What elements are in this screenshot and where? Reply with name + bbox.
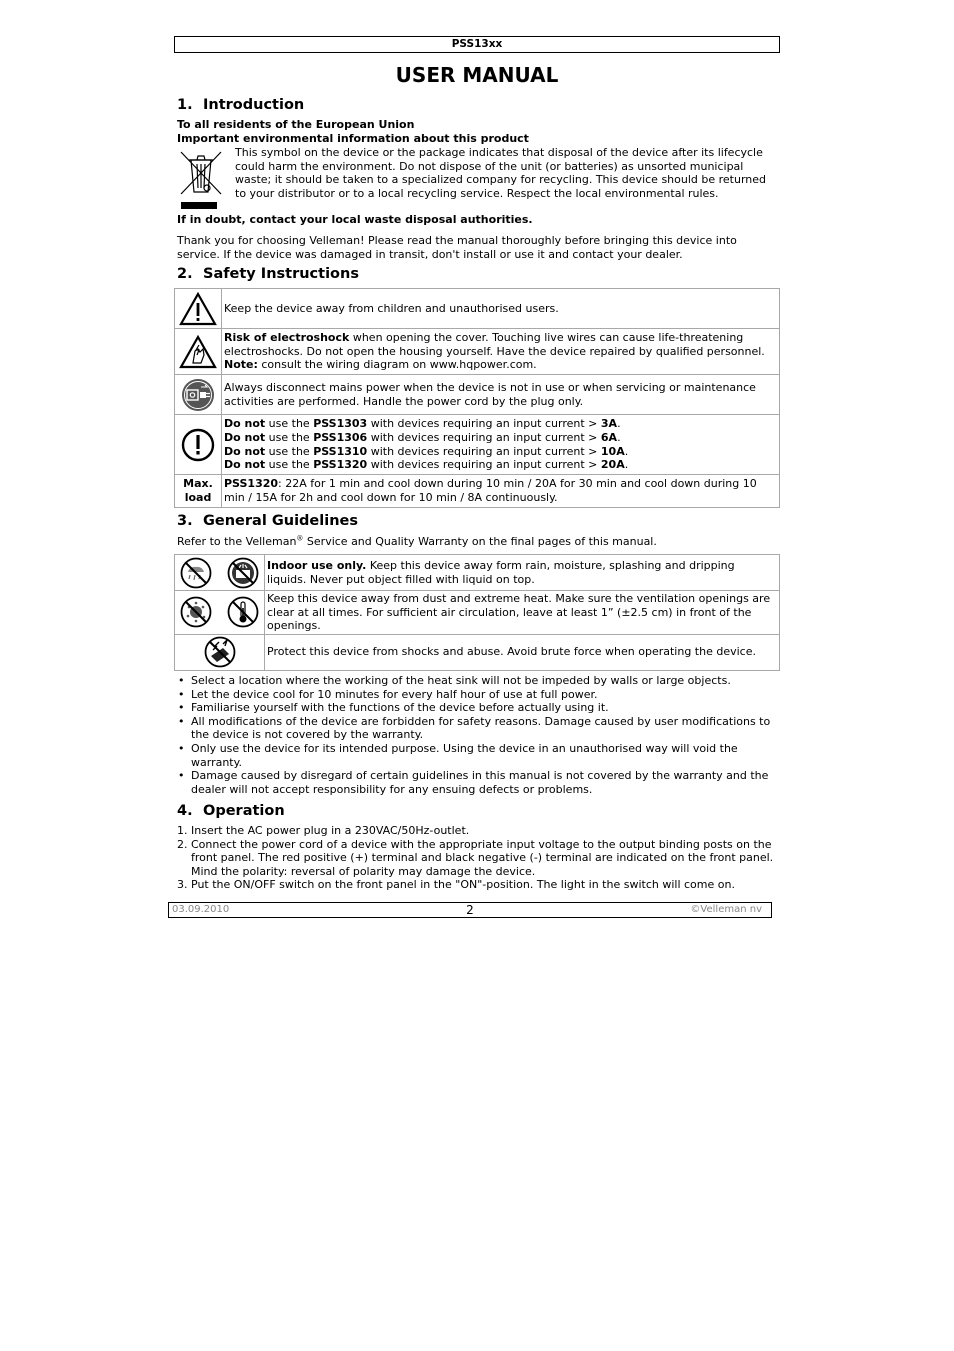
- safety-row-children: [175, 289, 780, 329]
- max-load-model: PSS1320: [224, 477, 279, 491]
- current-limit-line: Do not use the PSS1306 with devices requiring an input current > 6A.: [224, 430, 621, 444]
- operation-steps: [177, 824, 781, 892]
- section-heading-guidelines: 3. General Guidelines: [177, 513, 358, 529]
- safety-text-children: Keep the device away from children and unauthorised users.: [222, 289, 780, 329]
- note-label: Note:: [224, 358, 258, 372]
- safety-row-disconnect: [175, 375, 780, 415]
- no-heat-icon: [227, 596, 259, 628]
- guideline-row-shocks: [175, 634, 780, 670]
- electroshock-triangle-icon: [179, 335, 217, 369]
- safety-row-max-load: [175, 475, 780, 508]
- electroshock-label: Risk of electroshock: [224, 331, 350, 345]
- no-dust-icon: [180, 596, 212, 628]
- unplug-icon: [181, 378, 215, 412]
- doubt-line: If in doubt, contact your local waste disposal authorities.: [177, 213, 533, 226]
- no-splash-icon: [227, 557, 259, 589]
- current-limits-cell: [222, 415, 780, 475]
- env-info-line: Important environmental information about this product: [177, 132, 529, 145]
- exclamation-circle-icon: [181, 428, 215, 462]
- no-rain-icon: [180, 557, 212, 589]
- footer-date: 03.09.2010: [172, 904, 230, 915]
- current-limit-line: Do not use the PSS1320 with devices requiring an input current > 20A.: [224, 458, 629, 472]
- warning-triangle-icon: [179, 292, 217, 326]
- shocks-text: Protect this device from shocks and abuse. Avoid brute force when operating the device.: [265, 634, 780, 670]
- header-model: PSS13xx: [174, 36, 780, 53]
- eu-residents-line: To all residents of the European Union: [177, 118, 415, 131]
- footer-copyright: ©Velleman nv: [690, 904, 762, 915]
- safety-row-current-limits: [175, 415, 780, 475]
- list-item: 1. Insert the AC power plug in a 230VAC/50Hz-outlet.: [177, 824, 470, 837]
- page-footer: [168, 902, 772, 918]
- page-number: 2: [466, 903, 474, 917]
- list-item: • Let the device cool for 10 minutes for every half hour of use at full power.: [191, 688, 779, 702]
- electroshock-text: when opening the cover. Touching live wires can cause life-threatening electroshocks. Do not open the housing yourself. Have the device repaired by qualified personnel.: [224, 331, 765, 358]
- safety-table: [174, 288, 780, 508]
- thanks-paragraph: Thank you for choosing Velleman! Please read the manual thoroughly before bringing this device into service. If the device was damaged in transit, don't install or use it and contact your dealer.: [177, 234, 737, 261]
- list-item: • Select a location where the working of the heat sink will not be impeded by walls or large objects.: [191, 674, 779, 688]
- max-load-label: load: [184, 491, 212, 504]
- current-limit-line: Do not use the PSS1303 with devices requiring an input current > 3A.: [224, 417, 621, 431]
- weee-symbol-text: This symbol on the device or the package indicates that disposal of the device after its lifecycle could harm the environment. Do not dispose of the unit (or batteries) as unsorted municipal waste; it should be taken to a specialized company for recycling. This device should be returned to your distributor or to a local recycling service. Respect the local environmental rules.: [235, 146, 767, 200]
- safety-text-disconnect: Always disconnect mains power when the device is not in use or when servicing or maintenance activities are performed. Handle the power cord by the plug only.: [222, 375, 780, 415]
- section-heading-operation: 4. Operation: [177, 803, 285, 819]
- list-item: • Damage caused by disregard of certain guidelines in this manual is not covered by the warranty and the dealer will not accept responsibility for any ensuing defects or problems.: [191, 769, 779, 796]
- max-load-text: : 22A for 1 min and cool down during 10 min / 20A for 30 min and cool down during 10 min / 15A for 2h and cool down for 10 min / 8A continuously.: [224, 477, 757, 504]
- note-text: consult the wiring diagram on www.hqpower.com.: [257, 358, 537, 372]
- guidelines-table: [174, 554, 780, 671]
- list-item: • Familiarise yourself with the functions of the device before actually using it.: [191, 701, 779, 715]
- section-heading-introduction: 1. Introduction: [177, 97, 305, 113]
- safety-row-electroshock: [175, 329, 780, 375]
- guidelines-list: [177, 674, 779, 796]
- max-load-label: Max.: [183, 477, 213, 491]
- guideline-row-dust-heat: [175, 591, 780, 635]
- crossed-bin-icon: [179, 148, 223, 212]
- section-heading-safety: 2. Safety Instructions: [177, 266, 359, 282]
- no-shock-icon: [203, 636, 237, 668]
- current-limit-line: Do not use the PSS1310 with devices requiring an input current > 10A.: [224, 444, 629, 458]
- indoor-label: Indoor use only.: [267, 558, 367, 572]
- list-item: • All modifications of the device are forbidden for safety reasons. Damage caused by user modifications to the device is not covered by the warranty.: [191, 715, 779, 742]
- dust-heat-text: Keep this device away from dust and extreme heat. Make sure the ventilation openings are clear at all times. For sufficient air circulation, leave at least 1” (±2.5 cm) in front of the openings.: [265, 591, 780, 635]
- page-title: USER MANUAL: [395, 63, 559, 87]
- list-item: 2. Connect the power cord of a device with the appropriate input voltage to the output binding posts on the front panel. The red positive (+) terminal and black negative (-) terminal are indicated on the front panel. Mind the polarity: reversal of polarity may damage the device.: [177, 837, 774, 878]
- list-item: 3. Put the ON/OFF switch on the front panel in the "ON"-position. The light in the switch will come on.: [177, 878, 735, 892]
- list-item: • Only use the device for its intended purpose. Using the device in an unauthorised way will void the warranty.: [191, 742, 779, 769]
- guideline-row-indoor: [175, 555, 780, 591]
- indoor-text: Keep this device away form rain, moisture, splashing and dripping liquids. Never put object filled with liquid on top.: [267, 558, 735, 586]
- warranty-reference: Refer to the Velleman® Service and Quality Warranty on the final pages of this manual.: [177, 534, 657, 548]
